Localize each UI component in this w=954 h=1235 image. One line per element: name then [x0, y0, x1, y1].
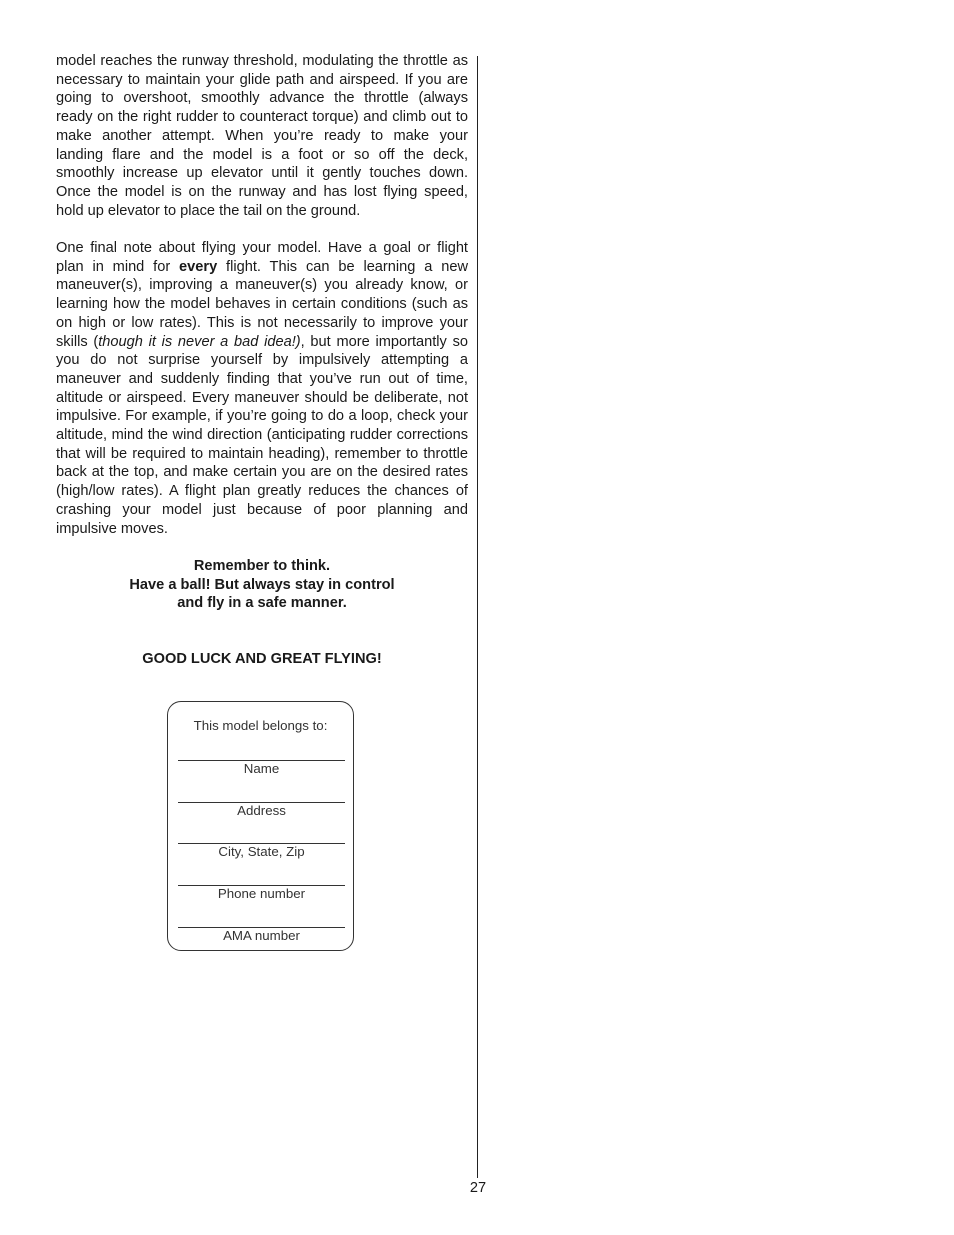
closing-message [56, 557, 468, 613]
closing-line-1: Remember to think. [193, 557, 331, 574]
closing-line-2: Have a ball! But always stay in control [129, 576, 395, 593]
name-label: Name [243, 761, 280, 776]
ownership-card [167, 701, 354, 951]
ama-number-label: AMA number [223, 928, 300, 943]
landing-paragraph: model reaches the runway threshold, modulating the throttle as necessary to maintain your glide path and airspeed. If you are going to overshoot, smoothly advance the throttle (always ready on the right rudder to counteract torque) and climb out to make another attempt. When you’re ready to make your landing flare and the model is a foot or so off the deck, smoothly increase up elevator until it gently touches down. Once the model is on the runway and has lost flying speed, hold up elevator to place the tail on the ground. [56, 53, 468, 219]
flight-plan-text-1: One final note about flying your model. Have a goal or flight plan in mind for [56, 240, 468, 275]
flight-plan-text-3: , but more importantly so you do not surprise yourself by impulsively attempting a maneuver and suddenly finding that you’ve run out of time, altitude or airspeed. Every maneuver should be deliberate, not impulsive. For example, if you’re going to do a loop, check your altitude, mind the wind direction (anticipating rudder corrections that will be required to maintain heading), remember to throttle back at the top, and make certain you are on the desired rates (high/low rates). A flight plan greatly reduces the chances of crashing your model just because of poor planning and impulsive moves. [56, 333, 468, 537]
ama-number-field [178, 927, 345, 969]
city-state-zip-field [178, 843, 345, 885]
phone-number-label: Phone number [217, 886, 306, 901]
page-number: 27 [469, 1180, 487, 1196]
address-label: Address [237, 803, 286, 818]
emphasis-every: every [179, 258, 218, 275]
address-field [178, 802, 345, 844]
good-luck-heading: GOOD LUCK AND GREAT FLYING! [142, 651, 382, 668]
column-divider [477, 56, 478, 1178]
ownership-card-title: This model belongs to: [193, 718, 328, 733]
phone-number-field [178, 885, 345, 927]
left-text-column [56, 52, 468, 669]
city-state-zip-label: City, State, Zip [218, 844, 305, 859]
italic-aside: though it is never a bad idea!) [98, 333, 301, 350]
name-field [178, 760, 345, 802]
closing-line-3: and fly in a safe manner. [177, 595, 347, 612]
flight-plan-text-2: flight. This can be learning a new maneuver(s), improving a maneuver(s) you already know, or learning how the model behaves in certain conditions (such as on high or low rates). This is not necessarily to improve your skills ( [56, 258, 468, 350]
flight-plan-paragraph [56, 239, 468, 538]
